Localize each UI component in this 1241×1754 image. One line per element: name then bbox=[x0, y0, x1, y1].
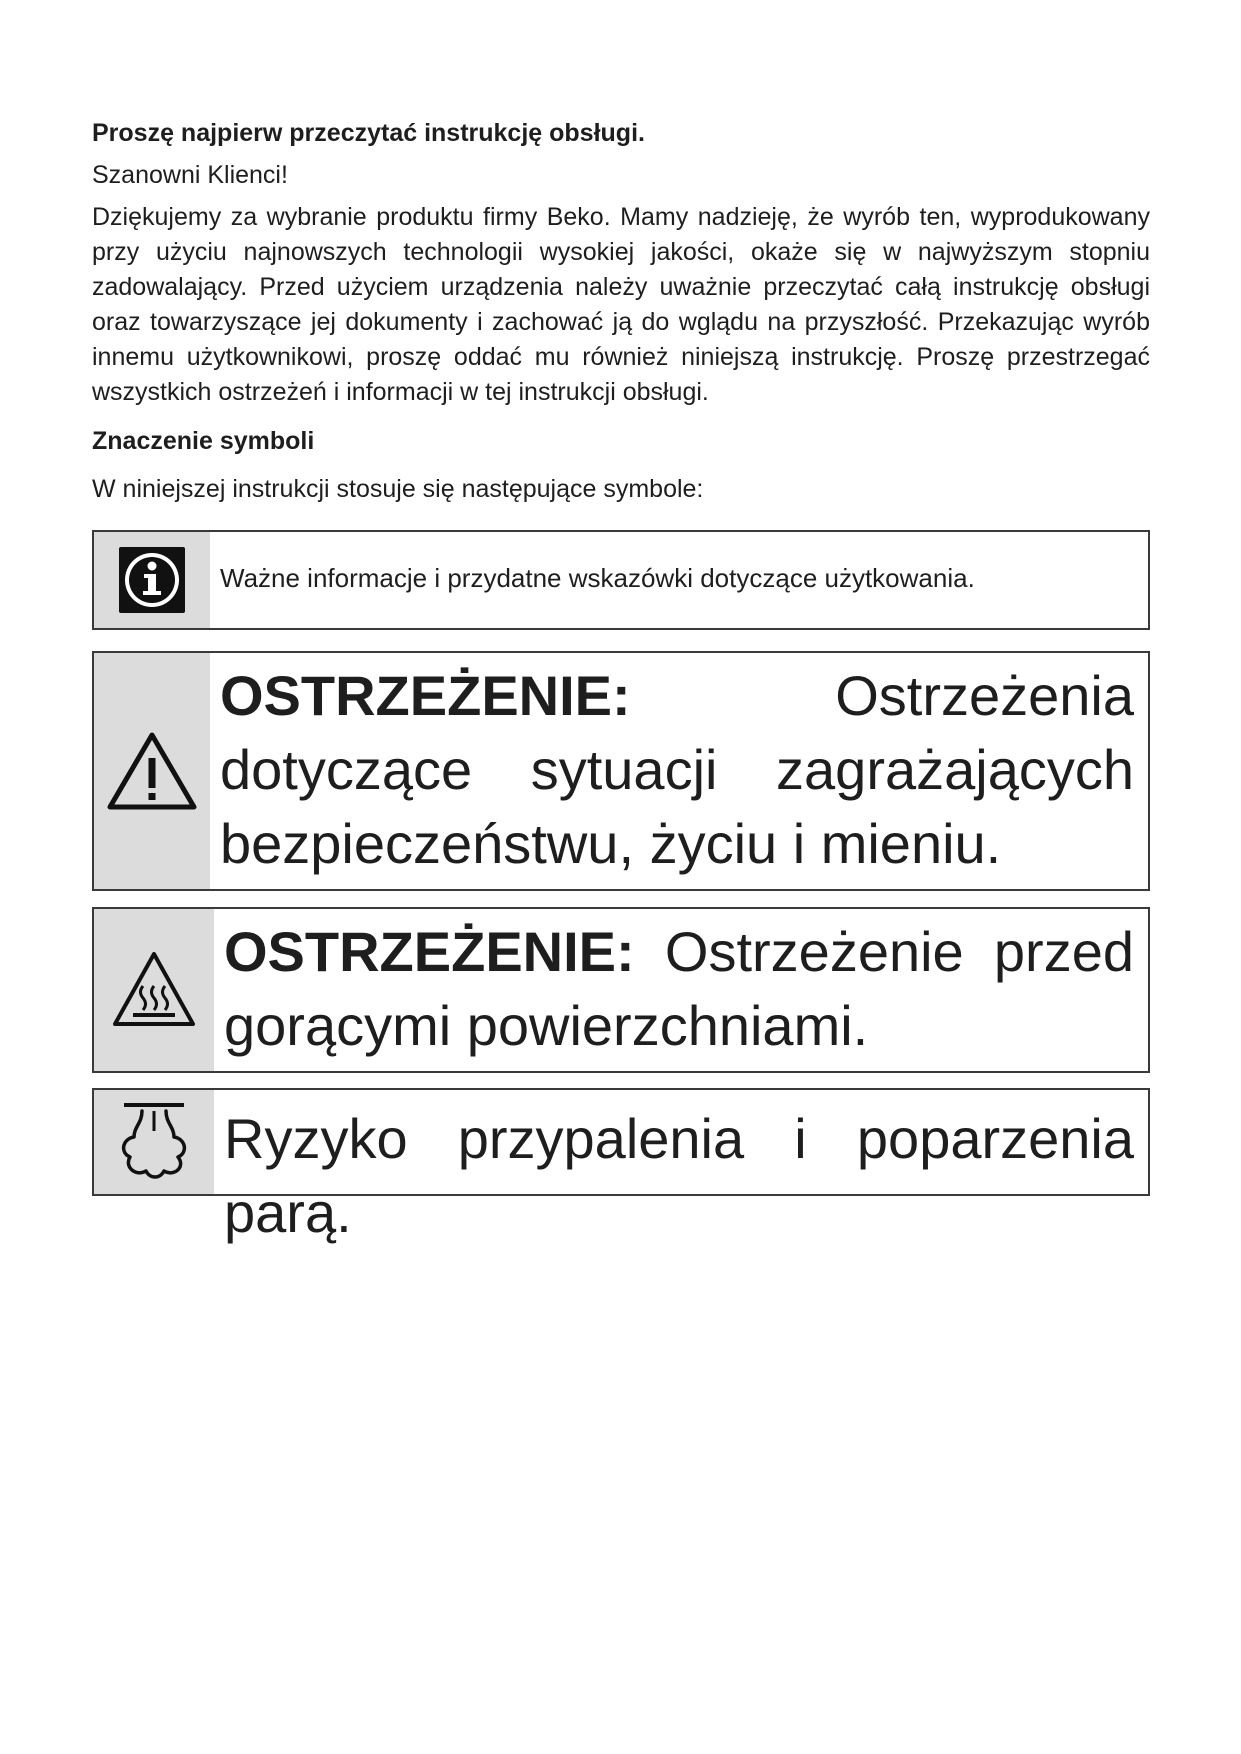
symbol-text-steam bbox=[224, 1102, 1134, 1250]
symbol-icon-cell bbox=[94, 653, 210, 889]
symbol-description: Ostrzeżenie przed gorącymi powierzchniami. bbox=[224, 920, 1134, 1057]
warning-label: OSTRZEŻENIE: bbox=[220, 664, 631, 727]
symbol-row-hot-surface bbox=[92, 907, 1150, 1073]
intro-heading: Proszę najpierw przeczytać instrukcję obsługi. bbox=[92, 119, 645, 147]
symbol-description: Ważne informacje i przydatne wskazówki dotyczące użytkowania. bbox=[220, 563, 975, 593]
steam-icon bbox=[114, 1097, 194, 1187]
symbols-intro: W niniejszej instrukcji stosuje się następujące symbole: bbox=[92, 475, 704, 503]
symbols-heading: Znaczenie symboli bbox=[92, 427, 315, 455]
symbol-icon-cell bbox=[94, 909, 214, 1071]
symbol-icon-cell bbox=[94, 1090, 214, 1194]
symbol-text-hot-surface bbox=[224, 915, 1134, 1063]
symbol-row-warning bbox=[92, 651, 1150, 891]
symbol-row-info bbox=[92, 530, 1150, 630]
symbol-text-warning bbox=[220, 659, 1134, 881]
symbol-icon-cell bbox=[94, 532, 210, 628]
info-icon bbox=[117, 545, 187, 615]
symbol-row-steam bbox=[92, 1088, 1150, 1244]
symbol-description: Ostrzeżenia dotyczące sytuacji zagrażających bezpieczeństwu, życiu i mieniu. bbox=[220, 664, 1134, 875]
symbol-description: Ryzyko przypalenia i poparzenia parą. bbox=[224, 1107, 1134, 1244]
warning-triangle-icon bbox=[106, 730, 198, 812]
symbol-text-info bbox=[220, 560, 1134, 596]
hot-surface-icon bbox=[111, 950, 197, 1030]
intro-paragraph: Dziękujemy za wybranie produktu firmy Beko. Mamy nadzieję, że wyrób ten, wyprodukowany przy użyciu najnowszych technologii wysokiej jakości, okaże się w najwyższym stopniu zadowalający. Przed użyciem urządzenia należy uważnie przeczytać całą instrukcję obsługi oraz towarzyszące jej dokumenty i zachować ją do wglądu na przyszłość. Przekazując wyrób innemu użytkownikowi, proszę oddać mu również niniejszą instrukcję. Proszę przestrzegać wszystkich ostrzeżeń i informacji w tej instrukcji obsługi. bbox=[92, 203, 1150, 406]
greeting: Szanowni Klienci! bbox=[92, 161, 288, 189]
warning-label: OSTRZEŻENIE: bbox=[224, 920, 635, 983]
